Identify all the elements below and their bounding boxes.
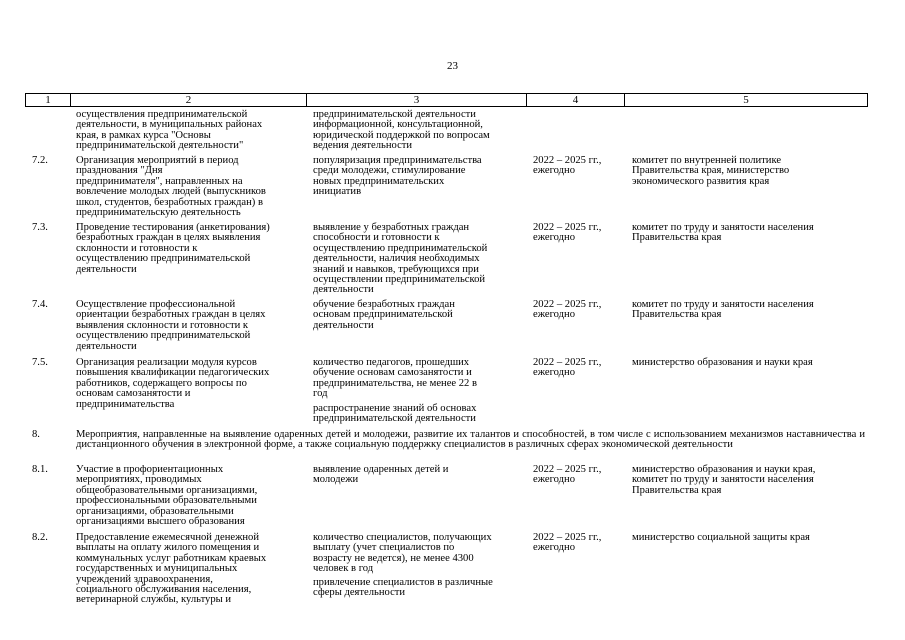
row-number: 8.1. bbox=[32, 464, 48, 475]
cont-result: предпринимательской деятельности информационной, консультационной, юридической поддержкой по вопросам ведения деятельности bbox=[313, 109, 490, 152]
row-activity: Предоставление ежемесячной денежной выплаты на оплату жилого помещения и коммунальных услуг работникам краевых государственных и муниципальных учреждений здравоохранения, социального обслуживания населения, ветеринарной службы, культуры и bbox=[76, 532, 267, 606]
row-activity: Организация реализации модуля курсов повышения квалификации педагогических работников, содержащего вопросы по основам самозанятости и предпринимательства bbox=[76, 357, 270, 410]
row-activity: Организация мероприятий в период празднования "Дня предпринимателя", направленных на вовлечение молодых людей (выпускников школ, студентов, безработных граждан) в предпринимательскую деятельность bbox=[76, 155, 266, 219]
row-result: популяризация предпринимательства среди молодежи, стимулирование новых предпринимательских инициатив bbox=[313, 155, 482, 198]
row-period: 2022 – 2025 гг., ежегодно bbox=[533, 222, 602, 244]
row-activity: Проведение тестирования (анкетирования) безработных граждан в целях выявления склонности и готовности к осуществлению предпринимательской деятельности bbox=[76, 222, 270, 275]
row-responsible: комитет по труду и занятости населения Правительства края bbox=[632, 299, 814, 321]
row-result: обучение безработных граждан основам предпринимательской деятельности bbox=[313, 299, 455, 331]
row-number: 7.5. bbox=[32, 357, 48, 368]
row-result: выявление одаренных детей и молодежи bbox=[313, 464, 449, 486]
header-col-4: 4 bbox=[527, 94, 625, 106]
row-result-extra: распространение знаний об основах предпринимательской деятельности bbox=[313, 403, 477, 425]
row-responsible: комитет по труду и занятости населения Правительства края bbox=[632, 222, 814, 244]
row-number: 7.4. bbox=[32, 299, 48, 310]
row-result: количество педагогов, прошедших обучение основам самозанятости и предпринимательства, не менее 22 в год bbox=[313, 357, 477, 400]
section-title: Мероприятия, направленные на выявление одаренных детей и молодежи, развитие их талантов и способностей, в том числе с использованием механизмов наставничества и дистанционного обучения в электронной форме, а также социальную поддержку специалистов в различных сферах экономической деятельности bbox=[76, 429, 865, 451]
row-responsible: министерство образования и науки края bbox=[632, 357, 813, 368]
row-result: количество специалистов, получающих выплату (учет специалистов по возрасту не ведется), не менее 4300 человек в год bbox=[313, 532, 492, 575]
row-period: 2022 – 2025 гг., ежегодно bbox=[533, 532, 602, 554]
section-number: 8. bbox=[32, 429, 40, 440]
table-header bbox=[25, 93, 868, 107]
row-number: 7.3. bbox=[32, 222, 48, 233]
row-period: 2022 – 2025 гг., ежегодно bbox=[533, 464, 602, 486]
row-responsible: министерство социальной защиты края bbox=[632, 532, 810, 543]
row-number: 7.2. bbox=[32, 155, 48, 166]
header-col-1: 1 bbox=[26, 94, 71, 106]
cont-activity: осуществления предпринимательской деятельности, в муниципальных районах края, в рамках курса "Основы предпринимательской деятельности" bbox=[76, 109, 263, 152]
row-activity: Осуществление профессиональной ориентации безработных граждан в целях выявления склонности и готовности к осуществлению предпринимательской деятельности bbox=[76, 299, 266, 352]
row-responsible: комитет по внутренней политике Правительства края, министерство экономического развития края bbox=[632, 155, 790, 187]
row-result: выявление у безработных граждан способности и готовности к осуществлению предпринимательской деятельности, наличия необходимых знаний и навыков, требующихся при осуществлении предпринимательской деятельности bbox=[313, 222, 488, 296]
page-number: 23 bbox=[447, 60, 458, 72]
row-number: 8.2. bbox=[32, 532, 48, 543]
row-activity: Участие в профориентационных мероприятиях, проводимых общеобразовательными организациями, профессиональными образовательными организациями, образовательными организациями высшего образования bbox=[76, 464, 258, 528]
row-period: 2022 – 2025 гг., ежегодно bbox=[533, 357, 602, 379]
row-period: 2022 – 2025 гг., ежегодно bbox=[533, 155, 602, 177]
header-col-2: 2 bbox=[71, 94, 307, 106]
row-result-extra: привлечение специалистов в различные сферы деятельности bbox=[313, 577, 493, 599]
row-responsible: министерство образования и науки края, комитет по труду и занятости населения Правительства края bbox=[632, 464, 816, 496]
header-col-5: 5 bbox=[743, 94, 749, 106]
row-period: 2022 – 2025 гг., ежегодно bbox=[533, 299, 602, 321]
header-col-3: 3 bbox=[307, 94, 527, 106]
